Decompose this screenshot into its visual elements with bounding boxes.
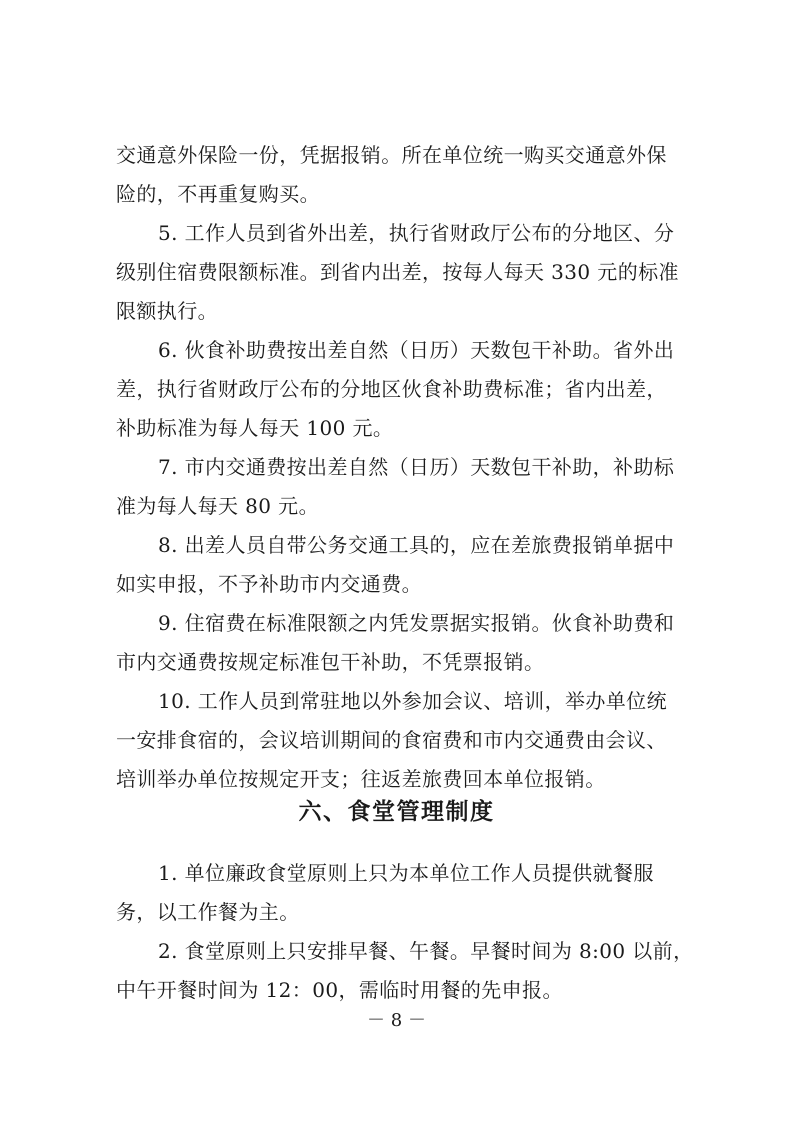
text-line: 险的，不再重复购买。 <box>116 182 320 206</box>
text-line: 差，执行省财政厅公布的分地区伙食补助费标准；省内出差， <box>116 377 667 401</box>
text-line: 级别住宿费限额标准。到省内出差，按每人每天 330 元的标准 <box>116 260 679 284</box>
text-line: 一安排食宿的，会议培训期间的食宿费和市内交通费由会议、 <box>116 728 667 752</box>
text-line: 9. 住宿费在标准限额之内凭发票据实报销。伙食补助费和 <box>158 611 675 635</box>
text-line: 7. 市内交通费按出差自然（日历）天数包干补助，补助标 <box>158 455 675 479</box>
text-line: 补助标准为每人每天 100 元。 <box>116 416 394 440</box>
text-line: 中午开餐时间为 12：00，需临时用餐的先申报。 <box>116 978 563 1002</box>
page-number: － 8 － <box>367 1010 426 1031</box>
text-line: 6. 伙食补助费按出差自然（日历）天数包干补助。省外出 <box>158 338 675 362</box>
text-line: 务，以工作餐为主。 <box>116 900 300 924</box>
text-line: 8. 出差人员自带公务交通工具的，应在差旅费报销单据中 <box>158 533 675 557</box>
text-line: 交通意外保险一份，凭据报销。所在单位统一购买交通意外保 <box>116 143 667 167</box>
text-line: 1. 单位廉政食堂原则上只为本单位工作人员提供就餐服 <box>158 861 654 885</box>
text-line: 5. 工作人员到省外出差，执行省财政厅公布的分地区、分 <box>158 221 675 245</box>
text-line: 如实申报，不予补助市内交通费。 <box>116 572 422 596</box>
text-line: 准为每人每天 80 元。 <box>116 494 319 518</box>
text-line: 市内交通费按规定标准包干补助，不凭票报销。 <box>116 650 545 674</box>
text-line: 2. 食堂原则上只安排早餐、午餐。早餐时间为 8:00 以前， <box>158 939 694 963</box>
text-line: 培训举办单位按规定开支；往返差旅费回本单位报销。 <box>116 767 606 791</box>
section-heading: 六、食堂管理制度 <box>298 799 495 825</box>
text-line: 限额执行。 <box>116 299 218 323</box>
text-line: 10. 工作人员到常驻地以外参加会议、培训，举办单位统 <box>158 689 667 713</box>
